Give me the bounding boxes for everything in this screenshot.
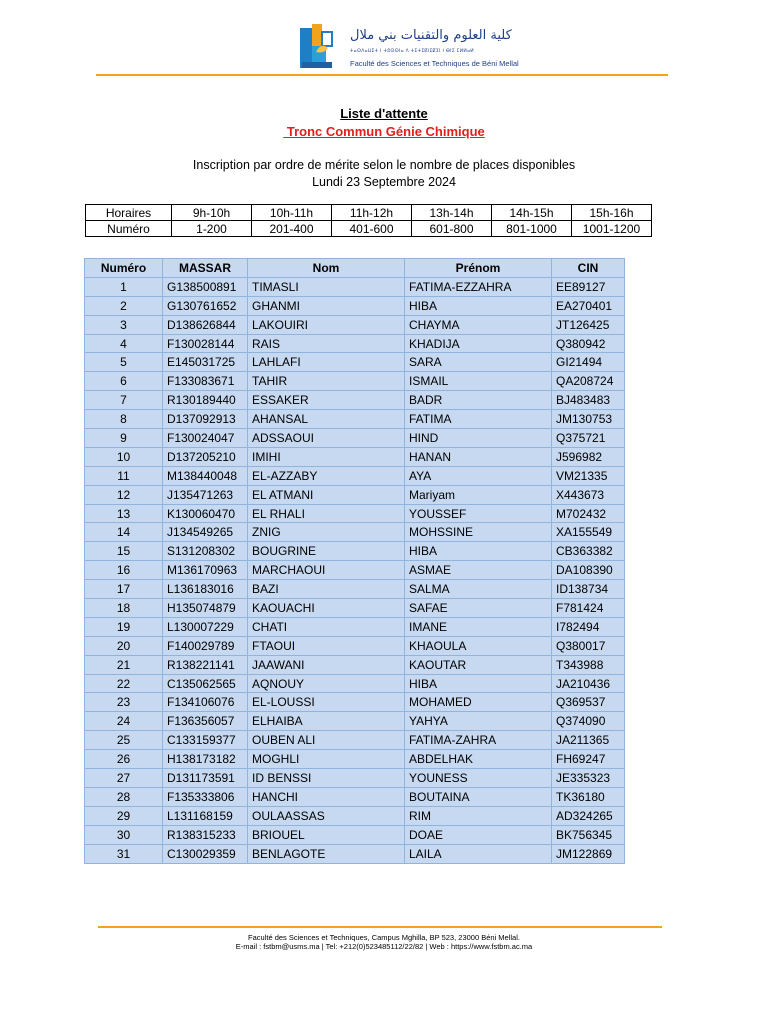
- cell-massar: H138173182: [163, 750, 248, 769]
- cell-nom: EL-LOUSSI: [248, 693, 405, 712]
- column-header-cin: CIN: [552, 259, 625, 278]
- cell-nom: TIMASLI: [248, 277, 405, 296]
- cell-cin: EE89127: [552, 277, 625, 296]
- cell-nom: ESSAKER: [248, 391, 405, 410]
- table-row: [85, 466, 625, 485]
- schedule-cell: 10h-11h: [252, 205, 332, 221]
- table-row: [85, 580, 625, 599]
- cell-prenom: SARA: [405, 353, 552, 372]
- cell-massar: K130060470: [163, 504, 248, 523]
- cell-prenom: MOHAMED: [405, 693, 552, 712]
- table-row: [85, 769, 625, 788]
- cell-nom: IMIHI: [248, 447, 405, 466]
- cell-nom: EL RHALI: [248, 504, 405, 523]
- column-header-nom: Nom: [248, 259, 405, 278]
- cell-cin: JA210436: [552, 674, 625, 693]
- cell-nom: EL-AZZABY: [248, 466, 405, 485]
- cell-massar: D138626844: [163, 315, 248, 334]
- cell-numero: 8: [85, 410, 163, 429]
- cell-prenom: SALMA: [405, 580, 552, 599]
- cell-numero: 24: [85, 712, 163, 731]
- cell-prenom: BOUTAINA: [405, 787, 552, 806]
- cell-cin: FH69247: [552, 750, 625, 769]
- table-row: [85, 750, 625, 769]
- cell-massar: H135074879: [163, 599, 248, 618]
- cell-numero: 18: [85, 599, 163, 618]
- table-row: [85, 353, 625, 372]
- cell-massar: S131208302: [163, 542, 248, 561]
- table-row: [85, 504, 625, 523]
- cell-massar: F130024047: [163, 429, 248, 448]
- table-row: [85, 693, 625, 712]
- table-row: [85, 485, 625, 504]
- cell-cin: M702432: [552, 504, 625, 523]
- schedule-cell: Numéro: [86, 221, 172, 237]
- table-row: [85, 410, 625, 429]
- cell-cin: TK36180: [552, 787, 625, 806]
- cell-prenom: KHAOULA: [405, 636, 552, 655]
- cell-cin: CB363382: [552, 542, 625, 561]
- cell-numero: 12: [85, 485, 163, 504]
- cell-nom: HANCHI: [248, 787, 405, 806]
- cell-numero: 23: [85, 693, 163, 712]
- cell-numero: 1: [85, 277, 163, 296]
- cell-nom: OULAASSAS: [248, 806, 405, 825]
- cell-prenom: YOUNESS: [405, 769, 552, 788]
- faculty-logo: [298, 22, 519, 74]
- cell-cin: Q380017: [552, 636, 625, 655]
- table-row: [85, 674, 625, 693]
- cell-nom: GHANMI: [248, 296, 405, 315]
- cell-numero: 22: [85, 674, 163, 693]
- cell-nom: BAZI: [248, 580, 405, 599]
- cell-nom: MARCHAOUI: [248, 561, 405, 580]
- cell-nom: ELHAIBA: [248, 712, 405, 731]
- schedule-cell: 14h-15h: [492, 205, 572, 221]
- cell-numero: 2: [85, 296, 163, 315]
- cell-massar: L130007229: [163, 617, 248, 636]
- cell-massar: R138315233: [163, 825, 248, 844]
- cell-cin: Q374090: [552, 712, 625, 731]
- cell-cin: JE335323: [552, 769, 625, 788]
- cell-massar: F140029789: [163, 636, 248, 655]
- footer-contact: E-mail : fstbm@usms.ma | Tel: +212(0)523485112/22/82 | Web : https://www.fstbm.ac.ma: [235, 942, 533, 951]
- header-divider: [96, 74, 668, 76]
- schedule-row-numero: [86, 221, 652, 237]
- table-row: [85, 277, 625, 296]
- cell-nom: CHATI: [248, 617, 405, 636]
- schedule-cell: 601-800: [412, 221, 492, 237]
- cell-cin: JA211365: [552, 731, 625, 750]
- table-row: [85, 447, 625, 466]
- cell-cin: BJ483483: [552, 391, 625, 410]
- cell-prenom: YOUSSEF: [405, 504, 552, 523]
- cell-prenom: HIBA: [405, 674, 552, 693]
- cell-prenom: ASMAE: [405, 561, 552, 580]
- cell-nom: AHANSAL: [248, 410, 405, 429]
- cell-massar: J134549265: [163, 523, 248, 542]
- table-row: [85, 542, 625, 561]
- cell-cin: VM21335: [552, 466, 625, 485]
- footer-divider: [98, 926, 662, 928]
- cell-numero: 9: [85, 429, 163, 448]
- table-row: [85, 429, 625, 448]
- table-row: [85, 787, 625, 806]
- table-row: [85, 844, 625, 863]
- cell-massar: C135062565: [163, 674, 248, 693]
- cell-massar: J135471263: [163, 485, 248, 504]
- cell-numero: 6: [85, 372, 163, 391]
- cell-prenom: HIBA: [405, 542, 552, 561]
- cell-massar: E145031725: [163, 353, 248, 372]
- cell-cin: QA208724: [552, 372, 625, 391]
- cell-nom: BOUGRINE: [248, 542, 405, 561]
- cell-cin: DA108390: [552, 561, 625, 580]
- cell-numero: 20: [85, 636, 163, 655]
- cell-numero: 26: [85, 750, 163, 769]
- cell-massar: D137092913: [163, 410, 248, 429]
- schedule-cell: 11h-12h: [332, 205, 412, 221]
- schedule-cell: 801-1000: [492, 221, 572, 237]
- cell-massar: L136183016: [163, 580, 248, 599]
- table-row: [85, 825, 625, 844]
- cell-cin: Q375721: [552, 429, 625, 448]
- cell-prenom: ABDELHAK: [405, 750, 552, 769]
- table-header-row: [85, 259, 625, 278]
- cell-massar: G138500891: [163, 277, 248, 296]
- cell-prenom: YAHYA: [405, 712, 552, 731]
- table-row: [85, 655, 625, 674]
- table-row: [85, 372, 625, 391]
- table-row: [85, 617, 625, 636]
- schedule-row-horaires: [86, 205, 652, 221]
- schedule-cell: 201-400: [252, 221, 332, 237]
- page-title: Liste d'attente: [340, 106, 428, 121]
- cell-prenom: DOAE: [405, 825, 552, 844]
- schedule-cell: 15h-16h: [572, 205, 652, 221]
- cell-prenom: KAOUTAR: [405, 655, 552, 674]
- cell-massar: C130029359: [163, 844, 248, 863]
- cell-prenom: IMANE: [405, 617, 552, 636]
- table-row: [85, 334, 625, 353]
- schedule-cell: 1001-1200: [572, 221, 652, 237]
- column-header-prenom: Prénom: [405, 259, 552, 278]
- cell-cin: ID138734: [552, 580, 625, 599]
- cell-numero: 31: [85, 844, 163, 863]
- table-row: [85, 561, 625, 580]
- schedule-cell: Horaires: [86, 205, 172, 221]
- footer-address: Faculté des Sciences et Techniques, Campus Mghilla, BP 523, 23000 Béni Mellal.: [248, 933, 520, 942]
- logo-arabic-name: كلية العلوم والتقنيات بني ملال: [350, 28, 512, 43]
- cell-prenom: RIM: [405, 806, 552, 825]
- cell-massar: D131173591: [163, 769, 248, 788]
- cell-massar: R130189440: [163, 391, 248, 410]
- cell-massar: F135333806: [163, 787, 248, 806]
- schedule-cell: 1-200: [172, 221, 252, 237]
- schedule-table: [85, 204, 652, 237]
- cell-numero: 4: [85, 334, 163, 353]
- cell-cin: Q380942: [552, 334, 625, 353]
- table-row: [85, 315, 625, 334]
- cell-massar: G130761652: [163, 296, 248, 315]
- cell-cin: XA155549: [552, 523, 625, 542]
- waiting-list-table: [84, 258, 625, 864]
- cell-prenom: ISMAIL: [405, 372, 552, 391]
- page-description: Inscription par ordre de mérite selon le nombre de places disponibles: [192, 158, 576, 172]
- cell-prenom: HIND: [405, 429, 552, 448]
- cell-massar: D137205210: [163, 447, 248, 466]
- cell-massar: L131168159: [163, 806, 248, 825]
- cell-nom: MOGHLI: [248, 750, 405, 769]
- table-row: [85, 636, 625, 655]
- cell-cin: JM130753: [552, 410, 625, 429]
- cell-numero: 17: [85, 580, 163, 599]
- cell-nom: OUBEN ALI: [248, 731, 405, 750]
- schedule-cell: 13h-14h: [412, 205, 492, 221]
- cell-cin: BK756345: [552, 825, 625, 844]
- column-header-massar: MASSAR: [163, 259, 248, 278]
- cell-numero: 25: [85, 731, 163, 750]
- cell-prenom: MOHSSINE: [405, 523, 552, 542]
- cell-cin: F781424: [552, 599, 625, 618]
- faculty-emblem-icon: [298, 22, 340, 72]
- cell-numero: 13: [85, 504, 163, 523]
- cell-cin: AD324265: [552, 806, 625, 825]
- cell-numero: 28: [85, 787, 163, 806]
- cell-cin: Q369537: [552, 693, 625, 712]
- cell-numero: 11: [85, 466, 163, 485]
- cell-numero: 15: [85, 542, 163, 561]
- cell-prenom: HIBA: [405, 296, 552, 315]
- cell-nom: ZNIG: [248, 523, 405, 542]
- cell-prenom: HANAN: [405, 447, 552, 466]
- table-row: [85, 731, 625, 750]
- cell-nom: KAOUACHI: [248, 599, 405, 618]
- cell-massar: F134106076: [163, 693, 248, 712]
- logo-tifinagh-name: ⵜⴰⵙⴷⴰⵡⵉⵜ ⵏ ⵜⵓⵙⵙⵏⴰ ⴷ ⵜⵉⵜⵉⴽⵏⵉⵇⵉⵏ ⵏ ⴱⵏⵉ ⵎⵍⵍⴰⵍ: [350, 49, 474, 54]
- cell-numero: 21: [85, 655, 163, 674]
- cell-prenom: FATIMA-EZZAHRA: [405, 277, 552, 296]
- cell-nom: ADSSAOUI: [248, 429, 405, 448]
- cell-massar: R138221141: [163, 655, 248, 674]
- cell-nom: ID BENSSI: [248, 769, 405, 788]
- cell-prenom: KHADIJA: [405, 334, 552, 353]
- cell-cin: EA270401: [552, 296, 625, 315]
- cell-cin: I782494: [552, 617, 625, 636]
- page-subtitle: Tronc Commun Génie Chimique: [283, 124, 485, 139]
- cell-numero: 3: [85, 315, 163, 334]
- cell-numero: 29: [85, 806, 163, 825]
- cell-numero: 30: [85, 825, 163, 844]
- cell-massar: M138440048: [163, 466, 248, 485]
- cell-numero: 10: [85, 447, 163, 466]
- cell-prenom: FATIMA: [405, 410, 552, 429]
- cell-massar: F130028144: [163, 334, 248, 353]
- cell-prenom: FATIMA-ZAHRA: [405, 731, 552, 750]
- cell-prenom: AYA: [405, 466, 552, 485]
- cell-nom: LAHLAFI: [248, 353, 405, 372]
- cell-nom: EL ATMANI: [248, 485, 405, 504]
- cell-prenom: LAILA: [405, 844, 552, 863]
- cell-numero: 16: [85, 561, 163, 580]
- cell-nom: AQNOUY: [248, 674, 405, 693]
- cell-nom: JAAWANI: [248, 655, 405, 674]
- cell-prenom: Mariyam: [405, 485, 552, 504]
- cell-numero: 19: [85, 617, 163, 636]
- cell-cin: JM122869: [552, 844, 625, 863]
- cell-nom: RAIS: [248, 334, 405, 353]
- cell-cin: JT126425: [552, 315, 625, 334]
- cell-massar: C133159377: [163, 731, 248, 750]
- cell-numero: 14: [85, 523, 163, 542]
- cell-cin: GI21494: [552, 353, 625, 372]
- column-header-numero: Numéro: [85, 259, 163, 278]
- schedule-cell: 401-600: [332, 221, 412, 237]
- schedule-cell: 9h-10h: [172, 205, 252, 221]
- page-date: Lundi 23 Septembre 2024: [312, 175, 456, 189]
- cell-massar: M136170963: [163, 561, 248, 580]
- cell-massar: F133083671: [163, 372, 248, 391]
- cell-nom: FTAOUI: [248, 636, 405, 655]
- cell-prenom: CHAYMA: [405, 315, 552, 334]
- cell-prenom: SAFAE: [405, 599, 552, 618]
- cell-cin: J596982: [552, 447, 625, 466]
- cell-numero: 7: [85, 391, 163, 410]
- cell-prenom: BADR: [405, 391, 552, 410]
- cell-nom: LAKOUIRI: [248, 315, 405, 334]
- table-row: [85, 296, 625, 315]
- table-row: [85, 712, 625, 731]
- table-row: [85, 599, 625, 618]
- logo-french-name: Faculté des Sciences et Techniques de Béni Mellal: [350, 59, 519, 68]
- cell-cin: X443673: [552, 485, 625, 504]
- cell-nom: BRIOUEL: [248, 825, 405, 844]
- cell-numero: 27: [85, 769, 163, 788]
- cell-nom: BENLAGOTE: [248, 844, 405, 863]
- cell-nom: TAHIR: [248, 372, 405, 391]
- table-row: [85, 806, 625, 825]
- cell-cin: T343988: [552, 655, 625, 674]
- table-row: [85, 391, 625, 410]
- cell-numero: 5: [85, 353, 163, 372]
- cell-massar: F136356057: [163, 712, 248, 731]
- table-row: [85, 523, 625, 542]
